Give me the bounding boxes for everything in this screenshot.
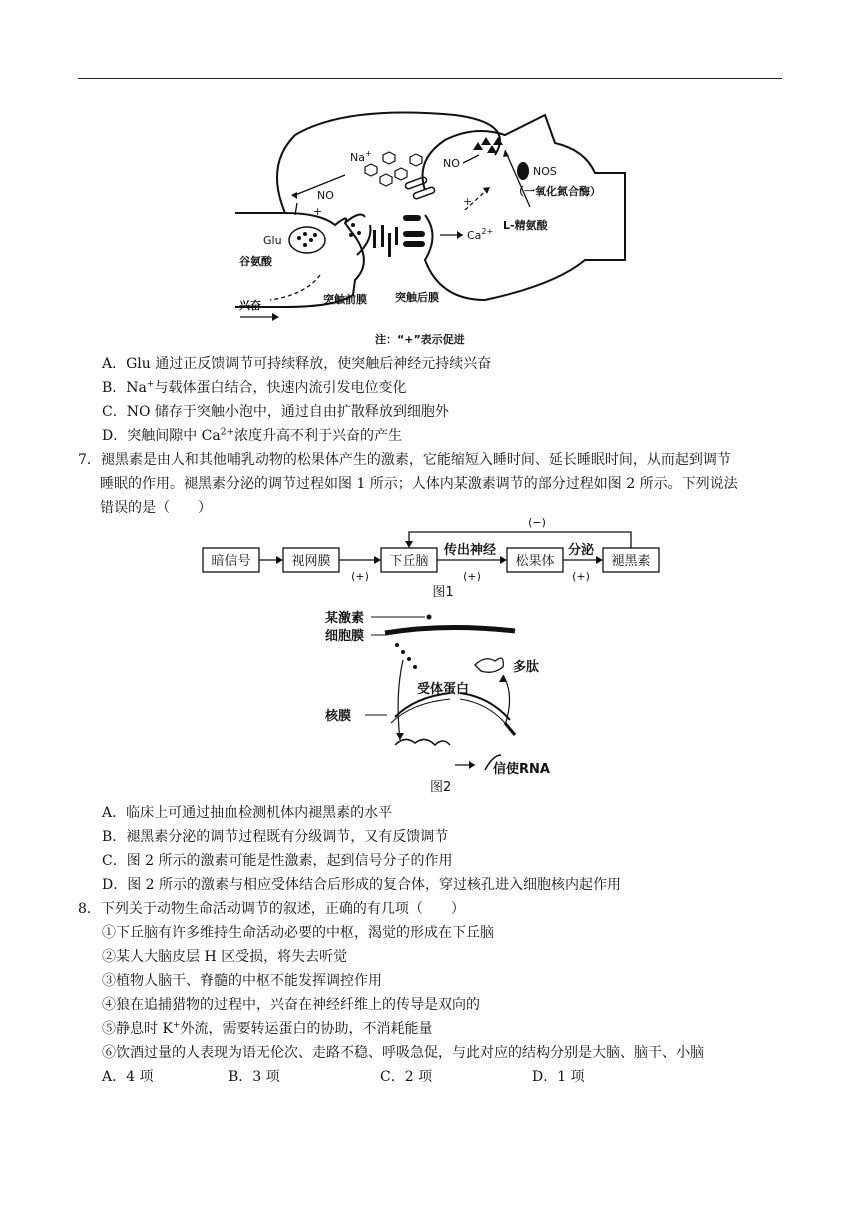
q8-choice-c: C．2 项: [380, 1069, 433, 1085]
plus-sign-1: +: [313, 205, 323, 218]
label-polypeptide: 多肽: [513, 660, 540, 675]
q7-option-c: C．图 2 所示的激素可能是性激素，起到信号分子的作用: [102, 853, 453, 869]
box-melatonin: 褪黑素: [611, 554, 651, 569]
box-hypothalamus: 下丘脑: [389, 554, 429, 569]
glu-label: Glu: [263, 234, 282, 247]
q8-item-3: ③植物人脑干、脊髓的中枢不能发挥调控作用: [102, 973, 382, 989]
presynaptic-label: 突触前膜: [323, 293, 367, 306]
q7-stem-line-3: 错误的是（ ）: [100, 500, 212, 516]
plus-sign-2: +: [463, 195, 473, 208]
nos-full-label: （一氧化氮合酶）: [513, 185, 601, 198]
q8-stem: 8．下列关于动物生命活动调节的叙述，正确的有几项（ ）: [78, 901, 465, 917]
no-label-top: NO: [443, 157, 460, 170]
label-receptor: 受体蛋白: [417, 682, 470, 697]
cell-membrane: [385, 627, 515, 633]
label-efferent-nerve: 传出神经: [443, 543, 497, 558]
header-rule: [78, 78, 782, 79]
q6-option-a: A．Glu 通过正反馈调节可持续释放，使突触后神经元持续兴奋: [102, 356, 492, 372]
label-secrete: 分泌: [567, 543, 595, 558]
label-nuclear-membrane: 核膜: [325, 709, 352, 724]
nos-enzyme: [517, 162, 529, 180]
q7-option-a: A．临床上可通过抽血检测机体内褪黑素的水平: [102, 805, 393, 821]
sign-3: (+): [572, 570, 590, 583]
na-label: Na+: [350, 149, 372, 164]
box-pineal: 松果体: [515, 554, 555, 569]
box-dark-signal: 暗信号: [211, 554, 251, 569]
sign-negative: (−): [528, 516, 546, 529]
q8-choice-a: A．4 项: [102, 1069, 154, 1085]
nos-label: NOS: [533, 165, 557, 178]
arginine-label: L-精氨酸: [503, 219, 548, 232]
glu-cn-label: 谷氨酸: [239, 255, 272, 268]
figure-2-caption: 图2: [430, 780, 452, 795]
q8-item-2: ②某人大脑皮层 H 区受损，将失去听觉: [102, 949, 348, 965]
q8-item-5: ⑤静息时 K+外流，需要转运蛋白的协助，不消耗能量: [102, 1020, 433, 1037]
synaptic-vesicle: [289, 227, 325, 253]
label-cell-membrane: 细胞膜: [325, 629, 365, 644]
q8-choice-b: B．3 项: [228, 1069, 280, 1085]
postsynaptic-label: 突触后膜: [395, 291, 439, 304]
q8-choice-d: D．1 项: [532, 1069, 585, 1085]
no-label-left: NO: [317, 189, 334, 202]
figure-note: 注：“+”表示促进: [375, 333, 465, 345]
post-neuron-outline: [423, 115, 626, 300]
excite-label: 兴奋: [239, 299, 261, 312]
synapse-figure: [225, 95, 640, 345]
figure-2-diagram: [325, 605, 575, 795]
ca-label: $Ca^{2+}$: [467, 227, 494, 242]
glu-molecules: [373, 225, 398, 257]
q7-stem-line-2: 睡眠的作用。褪黑素分泌的调节过程如图 1 所示；人体内某激素调节的部分过程如图 2 所示。下列说法: [100, 476, 738, 492]
q8-item-6: ⑥饮酒过量的人表现为语无伦次、走路不稳、呼吸急促，与此对应的结构分别是大脑、脑干、小脑: [102, 1045, 704, 1061]
figure-1-flowchart: [195, 512, 665, 602]
q7-stem-line-1: 7．褪黑素是由人和其他哺乳动物的松果体产生的激素，它能缩短入睡时间、延长睡眠时间，从而起到调节: [78, 452, 731, 468]
receptors: [403, 176, 435, 247]
q6-option-d: D．突触间隙中 $Ca^{2+}$浓度升高不利于兴奋的产生: [102, 427, 403, 444]
q7-option-d: D．图 2 所示的激素与相应受体结合后形成的复合体，穿过核孔进入细胞核内起作用: [102, 877, 622, 893]
figure-1-caption: 图1: [432, 585, 454, 600]
box-retina: 视网膜: [291, 554, 331, 569]
q6-option-b: B．Na+与载体蛋白结合，快速内流引发电位变化: [102, 379, 407, 396]
sign-2: (+): [463, 570, 481, 583]
label-hormone: 某激素: [325, 611, 365, 626]
q8-item-4: ④狼在追捕猎物的过程中，兴奋在神经纤维上的传导是双向的: [102, 997, 480, 1013]
q8-item-1: ①下丘脑有许多维持生命活动必要的中枢，渴觉的形成在下丘脑: [102, 925, 494, 941]
q7-option-b: B．褪黑素分泌的调节过程既有分级调节，又有反馈调节: [102, 829, 449, 845]
q6-option-c: C．NO 储存于突触小泡中，通过自由扩散释放到细胞外: [102, 404, 449, 420]
label-mrna: 信使RNA: [493, 762, 550, 777]
sign-1: (+): [351, 570, 369, 583]
